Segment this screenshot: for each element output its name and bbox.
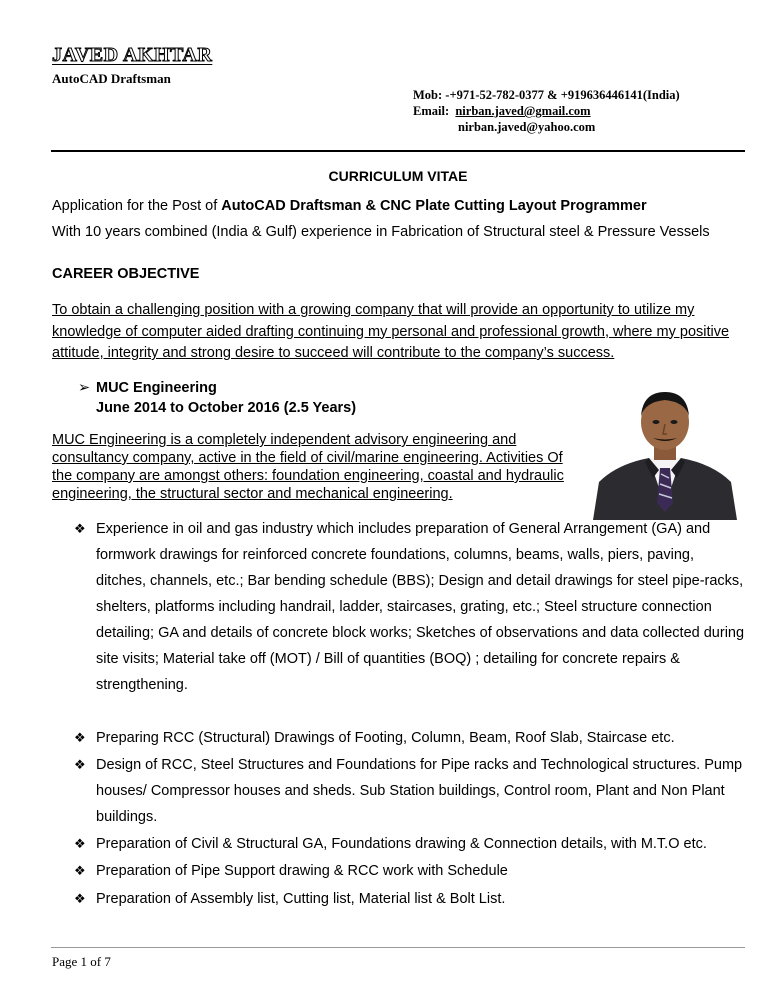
- job-period: June 2014 to October 2016 (2.5 Years): [96, 400, 357, 416]
- job-company: MUC Engineering: [96, 380, 217, 396]
- diamond-bullet-icon: ❖: [74, 521, 86, 536]
- career-objective-body: To obtain a challenging position with a growing company that will provide an opportunity to utilize my knowledge of computer aided drafting continuing my personal and professional growth, where my positive attitude, integrity and strong desire to succeed will contribute to the company’s success.: [52, 302, 730, 361]
- arrow-bullet-icon: ➢: [78, 380, 91, 396]
- diamond-bullet-icon: ❖: [74, 730, 86, 745]
- diamond-bullet-icon: ❖: [74, 836, 86, 851]
- email-line: [413, 104, 591, 119]
- mobile-number: Mob: -+971-52-782-0377 & +919636446141(India): [413, 88, 680, 102]
- email-primary-link[interactable]: nirban.javed@gmail.com: [455, 104, 591, 118]
- profile-photo: [587, 378, 743, 520]
- diamond-bullet-icon: ❖: [74, 863, 86, 878]
- job-entry: [78, 378, 356, 418]
- header-divider: [51, 150, 745, 152]
- candidate-role: AutoCAD Draftsman: [52, 71, 171, 86]
- application-line: [52, 198, 647, 214]
- duty-text: Preparation of Pipe Support drawing & RCC work with Schedule: [96, 863, 508, 879]
- email-label: Email:: [413, 104, 450, 118]
- application-post: AutoCAD Draftsman & CNC Plate Cutting Layout Programmer: [221, 198, 647, 214]
- duty-text: Experience in oil and gas industry which includes preparation of General Arrangement (GA) and formwork drawings for reinforced concrete foundations, columns, beams, walls, piers, paving, ditches, channels, etc.; Bar bending schedule (BBS); Design and detail drawings for steel pipe-racks, shelters, platforms including handrail, ladder, staircases, grating, etc.; Steel structure connection detailing; GA and details of concrete block works; Sketches of observations and data collected during site visits; Material take off (MOT) / Bill of quantities (BOQ) ; detailing for concrete repairs & strengthening.: [96, 521, 745, 693]
- duty-text: Preparing RCC (Structural) Drawings of Footing, Column, Beam, Roof Slab, Staircase etc.: [96, 730, 675, 746]
- candidate-name: JAVED AKHTAR: [52, 44, 213, 66]
- cv-title: CURRICULUM VITAE: [328, 168, 468, 184]
- career-objective-heading: CAREER OBJECTIVE: [52, 266, 200, 282]
- email-secondary: nirban.javed@yahoo.com: [458, 120, 596, 134]
- job-description-text: MUC Engineering is a completely independent advisory engineering and consultancy company, active in the field of civil/marine engineering. Activities Of the company are amongst others: foundation engineering, coastal and hydraulic engineering, the structural sector and mechanical engineering.: [52, 432, 564, 502]
- application-prefix: Application for the Post of: [52, 198, 222, 214]
- diamond-bullet-icon: ❖: [74, 757, 86, 772]
- portrait-illustration: [587, 378, 743, 520]
- duty-text: Design of RCC, Steel Structures and Foundations for Pipe racks and Technological structures. Pump houses/ Compressor houses and sheds. Sub Station buildings, Control room, Plant and Non Plant buildings.: [96, 757, 743, 825]
- footer-divider: [51, 947, 745, 948]
- page-number: Page 1 of 7: [52, 954, 111, 969]
- job-description: [52, 431, 572, 503]
- duty-text: Preparation of Assembly list, Cutting list, Material list & Bolt List.: [96, 891, 506, 907]
- experience-line: With 10 years combined (India & Gulf) experience in Fabrication of Structural steel & Pressure Vessels: [52, 224, 710, 240]
- duty-text: Preparation of Civil & Structural GA, Foundations drawing & Connection details, with M.T.O etc.: [96, 836, 707, 852]
- diamond-bullet-icon: ❖: [74, 891, 86, 906]
- career-objective-text: [52, 300, 742, 365]
